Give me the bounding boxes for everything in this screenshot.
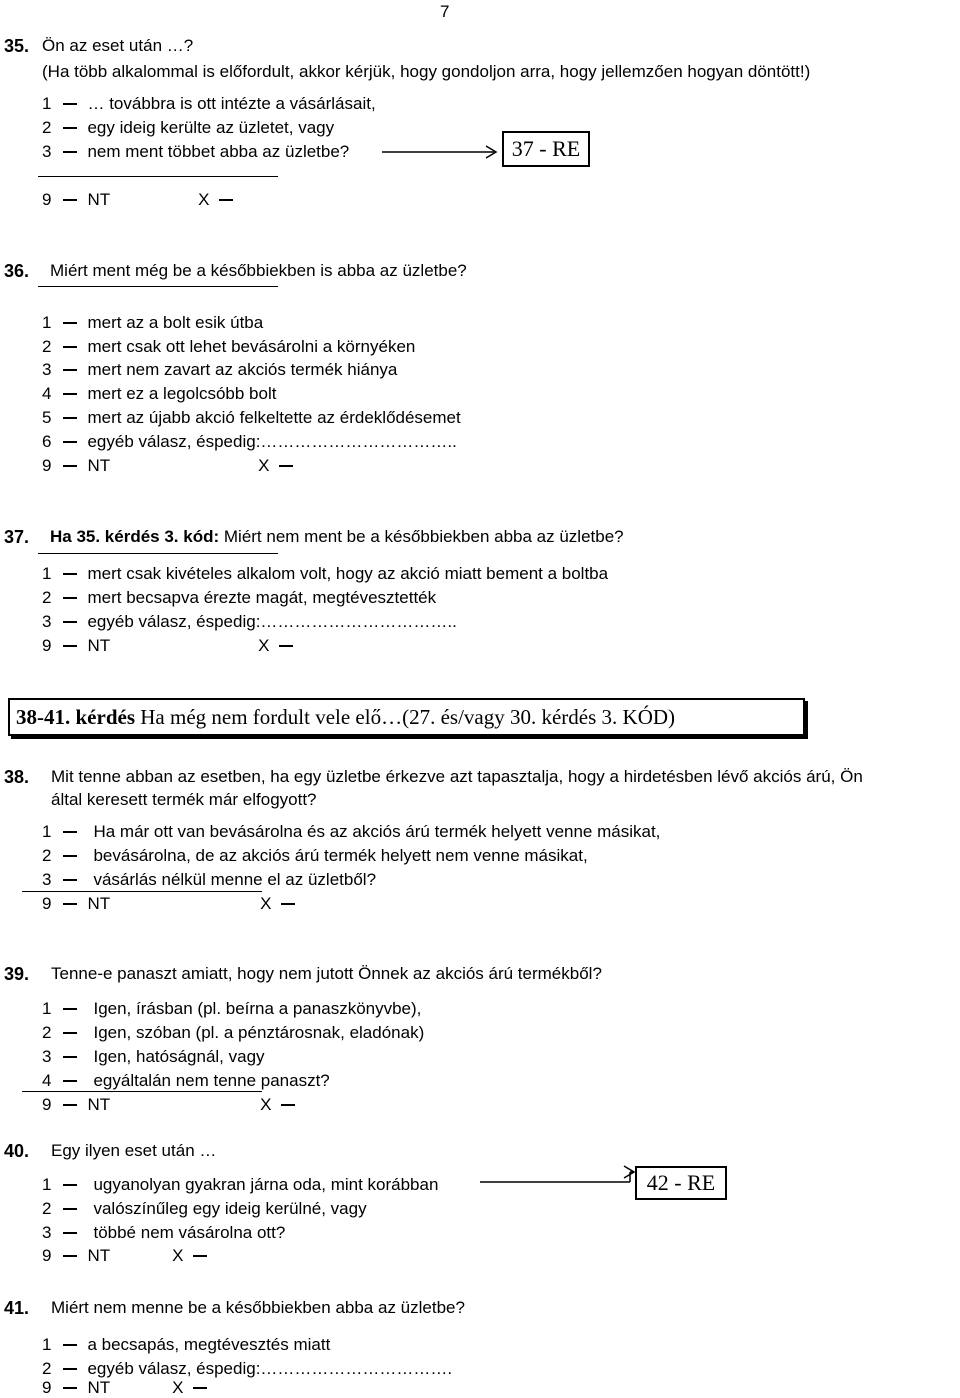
question-35-number: 35. [4,36,30,56]
jump-arrow [382,144,502,160]
question-39-title: Tenne-e panaszt amiatt, hogy nem jutott Önnek az akciós árú termékből? [51,964,602,983]
q36-option-6[interactable]: 6 egyéb válasz, éspedig:…………………………….. [42,432,457,451]
q35-option-3[interactable]: 3 nem ment többet abba az üzletbe? [42,142,350,161]
q35-option-1[interactable]: 1 … továbbra is ott intézte a vásárlásait, [42,94,376,113]
q38-option-1[interactable]: 1 Ha már ott van bevásárolna és az akciós árú termék helyett venne másikat, [42,822,661,841]
q38-option-3[interactable]: 3 vásárlás nélkül menne el az üzletből? [42,870,377,889]
q39-option-3[interactable]: 3 Igen, hatóságnál, vagy [42,1047,265,1066]
q37-option-nt[interactable]: 9 NT X [42,636,303,656]
question-41-number: 41. [4,1298,30,1318]
q41-option-2[interactable]: 2 egyéb válasz, éspedig:……………………………. [42,1359,453,1378]
q40-option-nt[interactable]: 9 NT X [42,1246,217,1266]
question-39-number: 39. [4,964,30,984]
divider [38,286,278,287]
question-41-title: Miért nem menne be a későbbiekben abba az üzletbe? [51,1298,465,1317]
question-37-number: 37. [4,527,30,547]
q38-option-2[interactable]: 2 bevásárolna, de az akciós árú termék helyett nem venne másikat, [42,846,588,865]
page-number: 7 [440,2,450,21]
q41-option-1[interactable]: 1 a becsapás, megtévesztés miatt [42,1335,331,1354]
question-38-title-line2: által keresett termék már elfogyott? [51,790,317,809]
q36-option-5[interactable]: 5 mert az újabb akció felkeltette az érdeklődésemet [42,408,461,427]
q39-option-1[interactable]: 1 Igen, írásban (pl. beírna a panaszkönyvbe), [42,999,422,1018]
q37-option-2[interactable]: 2 mert becsapva érezte magát, megtévesztették [42,588,437,607]
q40-option-2[interactable]: 2 valószínűleg egy ideig kerülné, vagy [42,1199,367,1218]
question-38-title-line1: Mit tenne abban az esetben, ha egy üzletbe érkezve azt tapasztalja, hogy a hirdetésben lévő akciós árú, Ön [51,767,863,786]
q36-option-4[interactable]: 4 mert ez a legolcsóbb bolt [42,384,277,403]
q39-option-2[interactable]: 2 Igen, szóban (pl. a pénztárosnak, eladónak) [42,1023,425,1042]
question-36-title: Miért ment még be a későbbiekben is abba az üzletbe? [50,261,467,280]
divider [22,891,262,892]
q37-option-1[interactable]: 1 mert csak kivételes alkalom volt, hogy az akció miatt bement a boltba [42,564,609,583]
question-40-title: Egy ilyen eset után … [51,1141,217,1160]
question-38-number: 38. [4,767,30,787]
divider [38,553,278,554]
q40-option-3[interactable]: 3 többé nem vásárolna ott? [42,1223,286,1242]
divider [38,176,278,177]
q36-option-2[interactable]: 2 mert csak ott lehet bevásárolni a környéken [42,337,416,356]
question-35-title: Ön az eset után …? [42,36,194,55]
jump-arrow [480,1164,640,1184]
section-banner: 38-41. kérdés Ha még nem fordult vele elő…(27. és/vagy 30. kérdés 3. KÓD) [8,698,805,736]
q40-jump-box: 42 - RE [635,1166,727,1200]
question-35-note: (Ha több alkalommal is előfordult, akkor kérjük, hogy gondoljon arra, hogy jellemzően hogyan döntött!) [42,62,811,81]
question-37-title: Ha 35. kérdés 3. kód: Miért nem ment be a későbbiekben abba az üzletbe? [50,527,624,546]
q36-option-nt[interactable]: 9 NT X [42,456,303,476]
q35-jump-box: 37 - RE [502,131,590,167]
q36-option-3[interactable]: 3 mert nem zavart az akciós termék hiánya [42,360,398,379]
q35-option-2[interactable]: 2 egy ideig kerülte az üzletet, vagy [42,118,335,137]
q40-option-1[interactable]: 1 ugyanolyan gyakran járna oda, mint korábban [42,1175,439,1194]
q38-option-nt[interactable]: 9 NT X [42,894,305,914]
question-36-number: 36. [4,261,30,281]
q41-option-nt[interactable]: 9 NT X [42,1378,217,1398]
q37-option-3[interactable]: 3 egyéb válasz, éspedig:…………………………….. [42,612,457,631]
q39-option-4[interactable]: 4 egyáltalán nem tenne panaszt? [42,1071,330,1090]
q35-option-nt[interactable]: 9 NT X [42,190,243,210]
question-40-number: 40. [4,1141,30,1161]
q39-option-nt[interactable]: 9 NT X [42,1095,305,1115]
divider [22,1091,262,1092]
q36-option-1[interactable]: 1 mert az a bolt esik útba [42,313,264,332]
